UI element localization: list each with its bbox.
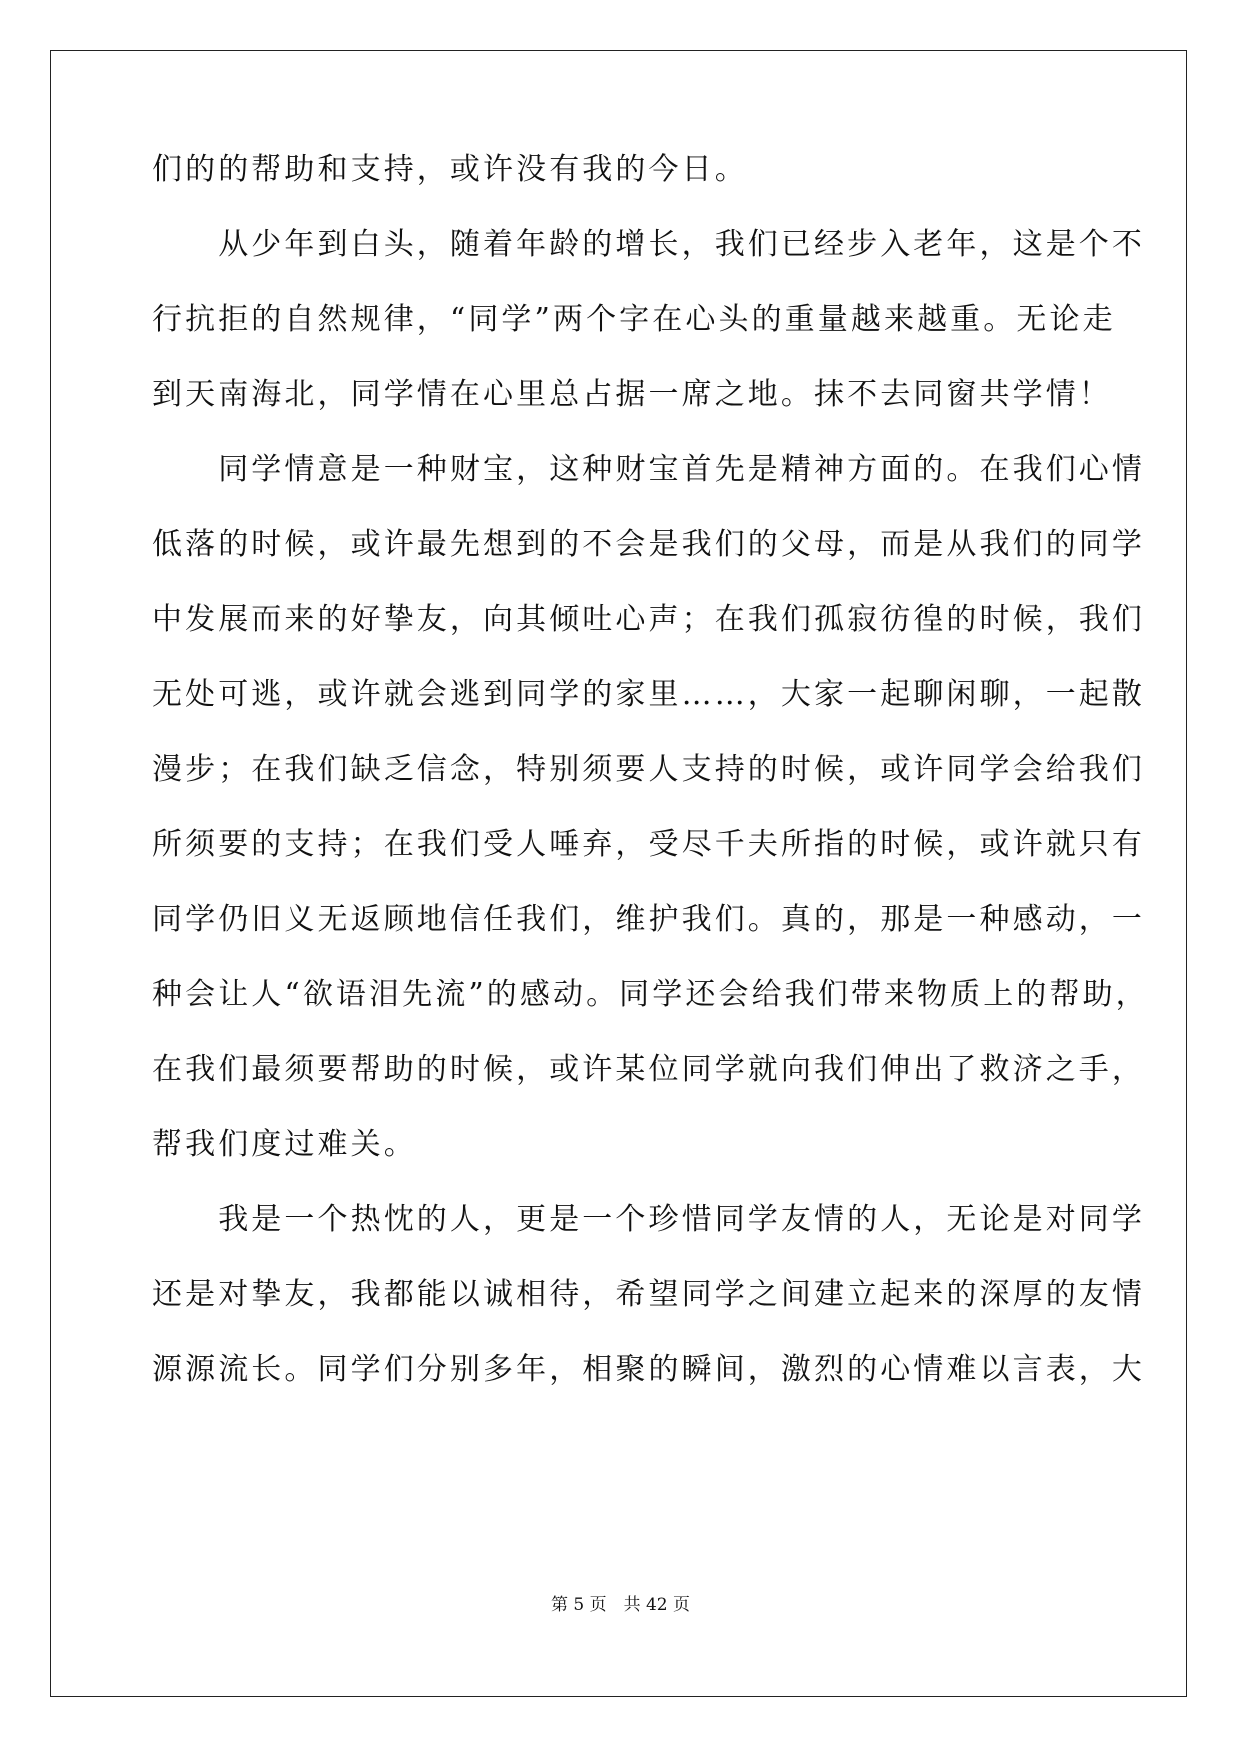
text-line: 还是对挚友，我都能以诚相待，希望同学之间建立起来的深厚的友情 bbox=[152, 1277, 1145, 1312]
text-line: 无处可逃，或许就会逃到同学的家里……，大家一起聊闲聊，一起散 bbox=[152, 677, 1145, 712]
text-line: 漫步；在我们缺乏信念，特别须要人支持的时候，或许同学会给我们 bbox=[152, 752, 1145, 787]
text-line: 到天南海北，同学情在心里总占据一席之地。抹不去同窗共学情！ bbox=[152, 377, 1112, 412]
text-line: 行抗拒的自然规律，“同学”两个字在心头的重量越来越重。无论走 bbox=[152, 302, 1116, 337]
text-line: 帮我们度过难关。 bbox=[152, 1127, 417, 1162]
text-line: 从少年到白头，随着年龄的增长，我们已经步入老年，这是个不 bbox=[152, 227, 1145, 262]
text-line: 同学仍旧义无返顾地信任我们，维护我们。真的，那是一种感动，一 bbox=[152, 902, 1145, 937]
page-number-footer: 第 5 页 共 42 页 bbox=[550, 1595, 691, 1615]
text-line: 在我们最须要帮助的时候，或许某位同学就向我们伸出了救济之手， bbox=[152, 1052, 1145, 1087]
text-line: 低落的时候，或许最先想到的不会是我们的父母，而是从我们的同学 bbox=[152, 527, 1145, 562]
text-line: 所须要的支持；在我们受人唾弃，受尽千夫所指的时候，或许就只有 bbox=[152, 827, 1145, 862]
page-border bbox=[50, 50, 1187, 1697]
text-line: 们的的帮助和支持，或许没有我的今日。 bbox=[152, 152, 748, 187]
text-line: 我是一个热忱的人，更是一个珍惜同学友情的人，无论是对同学 bbox=[152, 1202, 1145, 1237]
text-line: 中发展而来的好挚友，向其倾吐心声；在我们孤寂彷徨的时候，我们 bbox=[152, 602, 1145, 637]
text-line: 同学情意是一种财宝，这种财宝首先是精神方面的。在我们心情 bbox=[152, 452, 1145, 487]
text-line: 种会让人“欲语泪先流”的感动。同学还会给我们带来物质上的帮助， bbox=[152, 977, 1149, 1012]
text-line: 源源流长。同学们分别多年，相聚的瞬间，激烈的心情难以言表，大 bbox=[152, 1352, 1145, 1387]
